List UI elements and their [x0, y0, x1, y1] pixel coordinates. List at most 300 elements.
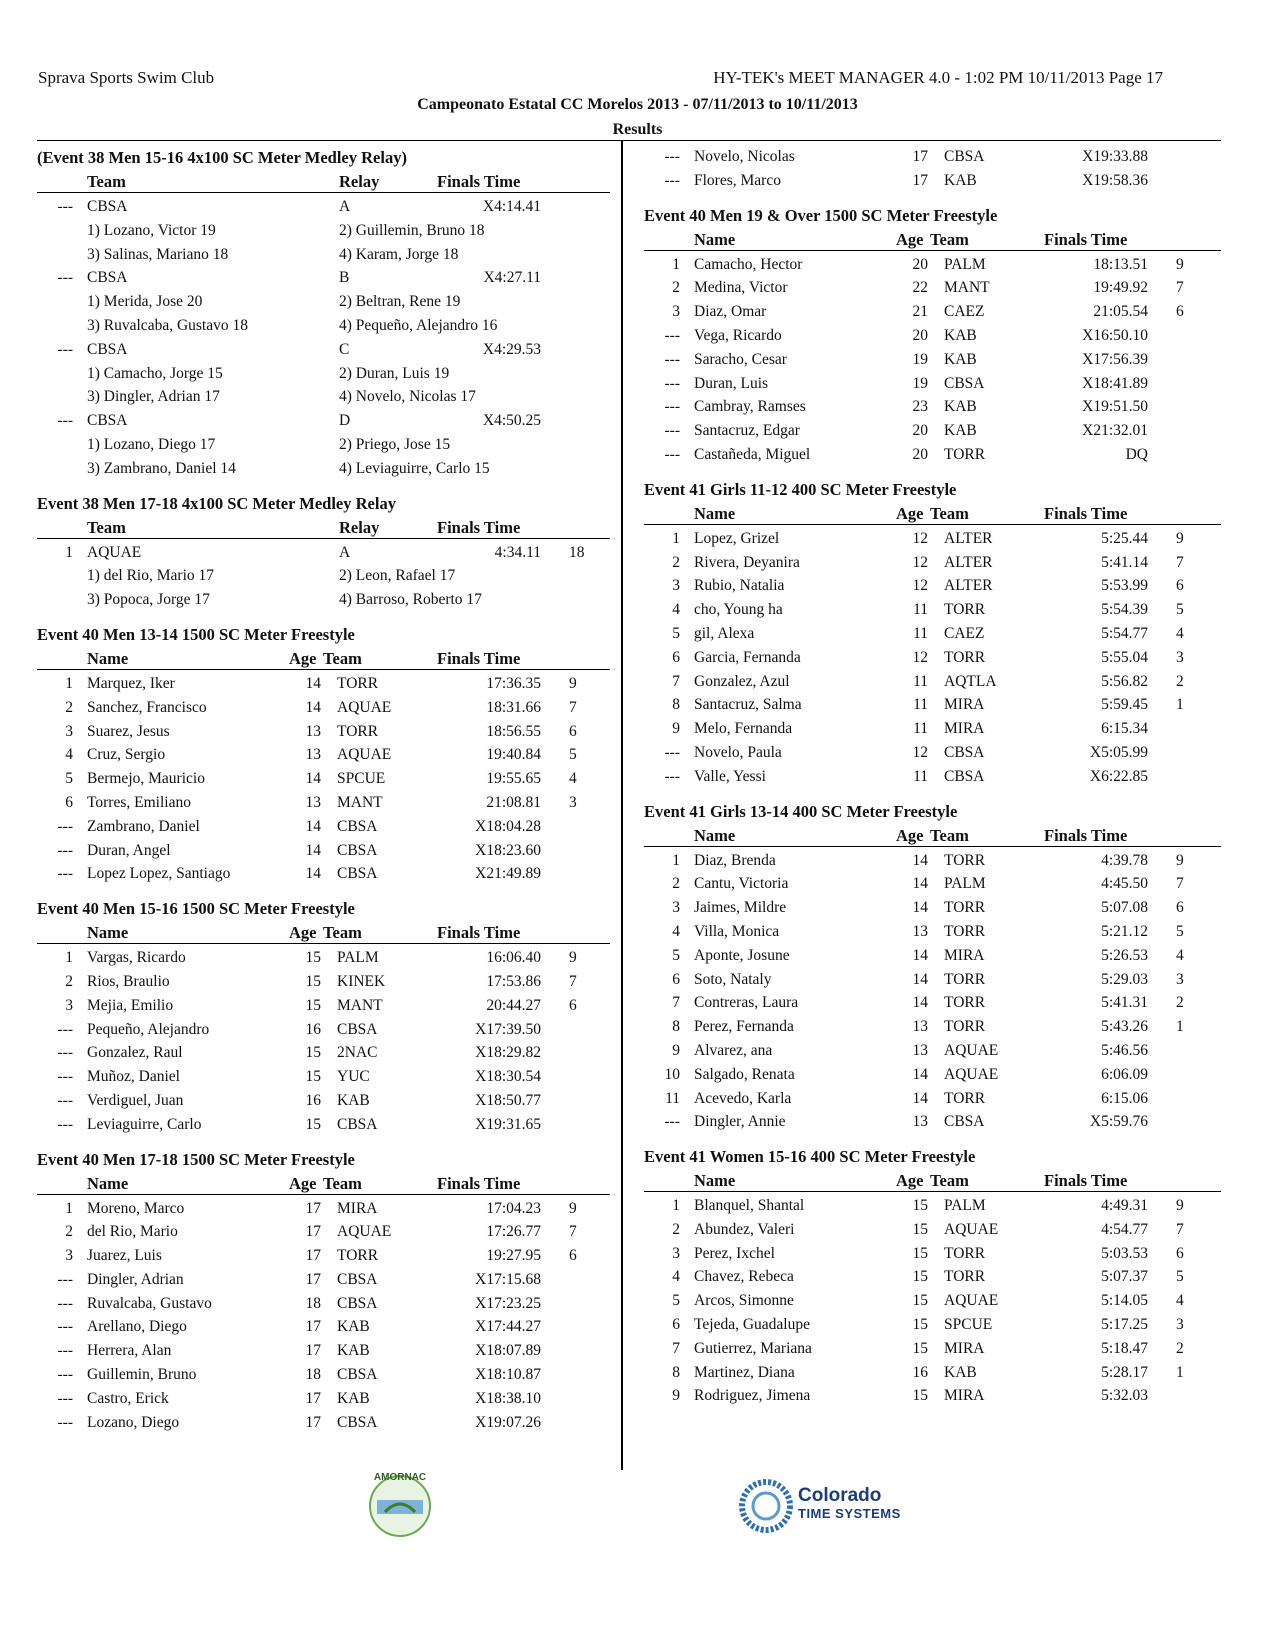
team: CBSA: [944, 148, 985, 165]
swimmer-name: Blanquel, Shantal: [694, 1197, 805, 1215]
finals-time: 5:21.12: [1101, 922, 1148, 940]
swimmer-name: Lopez, Grizel: [694, 529, 780, 547]
finals-time: 19:27.95: [486, 1247, 541, 1265]
place: ---: [57, 841, 73, 859]
place: 1: [65, 949, 73, 967]
results-list: [644, 1195, 1221, 1409]
swimmer-name: Salgado, Renata: [694, 1065, 795, 1083]
age: 17: [305, 1413, 321, 1431]
finals-time: 5:18.47: [1101, 1339, 1148, 1357]
team: CBSA: [337, 1270, 378, 1288]
finals-time: 5:07.37: [1101, 1268, 1148, 1286]
header-age: Age: [896, 503, 924, 523]
team: CBSA: [337, 1115, 378, 1133]
header-team: Team: [930, 1171, 969, 1191]
place: ---: [57, 1342, 73, 1360]
team: MIRA: [944, 696, 985, 714]
finals-time: 17:53.86: [486, 972, 541, 990]
age: 15: [912, 1387, 928, 1405]
swimmer-name: Saracho, Cesar: [694, 350, 787, 368]
swimmer-name: Chavez, Rebeca: [694, 1268, 794, 1286]
header-name: Name: [694, 825, 736, 845]
finals-time: 19:40.84: [486, 746, 541, 764]
place: 6: [672, 648, 680, 666]
team: CBSA: [944, 374, 985, 392]
individual-header: [37, 647, 610, 670]
result-row: [644, 1290, 1221, 1314]
header-time: Finals Time: [437, 517, 521, 537]
swimmer-name: Jaimes, Mildre: [694, 899, 787, 917]
team: CBSA: [337, 817, 378, 835]
age: 14: [912, 899, 928, 917]
place: ---: [664, 374, 680, 392]
place: ---: [57, 865, 73, 883]
age: 17: [305, 1247, 321, 1265]
header-club: Sprava Sports Swim Club: [38, 68, 215, 87]
team: YUC: [337, 1068, 370, 1086]
finals-time: X17:44.27: [475, 1318, 541, 1336]
individual-header: [644, 1169, 1221, 1192]
finals-time: X4:27.11: [483, 269, 541, 287]
team: 2NAC: [337, 1044, 378, 1062]
age: 13: [912, 1113, 928, 1131]
points: 3: [569, 793, 577, 811]
result-row: [644, 1243, 1221, 1267]
age: 12: [912, 743, 928, 761]
result-row: [37, 1090, 610, 1114]
event-men-17-18-1500: [37, 1148, 610, 1436]
finals-time: 5:07.08: [1101, 899, 1148, 917]
header-team: Team: [323, 648, 362, 668]
swimmer-name: Melo, Fernanda: [694, 720, 793, 738]
relay-letter: B: [339, 269, 350, 287]
team: AQUAE: [944, 1041, 999, 1059]
swimmer-name: Dingler, Annie: [694, 1113, 786, 1131]
result-row: [37, 1269, 610, 1293]
finals-time: X18:38.10: [475, 1389, 541, 1407]
place: 10: [664, 1065, 680, 1083]
result-row: [644, 897, 1221, 921]
swimmer-name: Sanchez, Francisco: [87, 698, 207, 716]
header-team: Team: [87, 517, 126, 537]
result-row: [644, 373, 1221, 397]
finals-time: X4:50.25: [482, 412, 541, 430]
team: TORR: [944, 445, 986, 463]
event-girls-13-14-400: [644, 800, 1221, 1136]
finals-time: 6:15.06: [1101, 1089, 1148, 1107]
points: 6: [569, 996, 577, 1014]
finals-time: 16:06.40: [486, 949, 541, 967]
place: ---: [664, 326, 680, 344]
place: 1: [672, 851, 680, 869]
meet-title: Campeonato Estatal CC Morelos 2013 - 07/11/2013 to 10/11/2013: [417, 96, 858, 113]
finals-time: 6:15.34: [1101, 720, 1148, 738]
age: 15: [912, 1292, 928, 1310]
finals-time: 5:54.39: [1101, 601, 1148, 619]
relay-row: [37, 410, 610, 434]
event-women-15-16-400: [644, 1145, 1221, 1409]
result-row: [37, 1042, 610, 1066]
relay-letter: A: [339, 543, 351, 561]
relay-row: [37, 267, 610, 291]
finals-time: X19:31.65: [475, 1115, 541, 1133]
result-row: [37, 1340, 610, 1364]
team: AQUAE: [944, 1292, 999, 1310]
event-title: Event 41 Women 15-16 400 SC Meter Freestyle: [644, 1147, 976, 1167]
event-title: Event 40 Men 15-16 1500 SC Meter Freestyle: [37, 899, 355, 919]
team: AQUAE: [87, 543, 142, 561]
result-row: [37, 1221, 610, 1245]
results-list: [644, 528, 1221, 790]
points: 7: [569, 972, 577, 990]
age: 15: [912, 1244, 928, 1262]
event-title: Event 41 Girls 13-14 400 SC Meter Freestyle: [644, 801, 958, 821]
relay-swimmer: 1) Merida, Jose 20: [87, 293, 203, 311]
finals-time: 4:49.31: [1101, 1197, 1148, 1215]
relay-swimmers-row: [37, 291, 610, 315]
swimmer-name: Acevedo, Karla: [694, 1089, 792, 1107]
finals-time: 18:56.55: [486, 722, 541, 740]
swimmer-name: Lopez Lopez, Santiago: [87, 865, 231, 883]
age: 14: [912, 946, 928, 964]
header-time: Finals Time: [1044, 229, 1128, 249]
swimmer-name: Gonzalez, Azul: [694, 672, 790, 690]
finals-time: X16:50.10: [1082, 326, 1148, 344]
result-row: [644, 420, 1221, 444]
time-systems-logo-text: TIME SYSTEMS: [798, 1506, 901, 1521]
swimmer-name: Marquez, Iker: [87, 674, 175, 692]
points: 7: [569, 698, 577, 716]
finals-time: X5:05.99: [1089, 743, 1148, 761]
swimmer-name: Juarez, Luis: [87, 1247, 162, 1265]
place: 2: [672, 553, 680, 571]
points: 6: [1176, 303, 1184, 321]
points: 1: [1176, 696, 1184, 714]
place: 4: [672, 922, 680, 940]
swimmer-name: Rubio, Natalia: [694, 577, 785, 595]
amornac-logo: [355, 1460, 445, 1550]
relay-letter: D: [339, 412, 351, 430]
team: CBSA: [944, 1113, 985, 1131]
finals-time: 5:29.03: [1101, 970, 1148, 988]
relay-header: [37, 516, 610, 539]
colorado-time-systems-logo: [738, 1478, 928, 1538]
points: 9: [1176, 529, 1184, 547]
age: 15: [305, 996, 321, 1014]
header-name: Name: [694, 229, 736, 249]
age: 12: [912, 553, 928, 571]
header-time: Finals Time: [437, 172, 521, 191]
age: 20: [912, 255, 928, 273]
swimmer-name: del Rio, Mario: [87, 1223, 178, 1241]
points: 9: [1176, 851, 1184, 869]
age: 13: [305, 722, 321, 740]
result-row: [37, 744, 610, 768]
team: TORR: [944, 994, 986, 1012]
team: KAB: [944, 398, 977, 416]
age: 16: [305, 1020, 321, 1038]
result-row: [37, 1293, 610, 1317]
header-time: Finals Time: [437, 648, 521, 668]
place: ---: [57, 1115, 73, 1133]
place: ---: [57, 412, 73, 430]
age: 16: [305, 1091, 321, 1109]
team: MIRA: [944, 1387, 985, 1405]
result-row: [644, 671, 1221, 695]
relay-swimmer: 1) Lozano, Victor 19: [87, 221, 216, 239]
team: TORR: [337, 1247, 379, 1265]
swimmer-name: Cantu, Victoria: [694, 875, 789, 893]
team: MIRA: [337, 1199, 378, 1217]
result-row: [37, 1388, 610, 1412]
points: 3: [1176, 1316, 1184, 1334]
points: 4: [1176, 624, 1184, 642]
result-row: [644, 1219, 1221, 1243]
result-row: [37, 768, 610, 792]
finals-time: 5:03.53: [1101, 1244, 1148, 1262]
age: 21: [912, 303, 928, 321]
right-column: [644, 146, 1221, 1409]
finals-time: 21:08.81: [486, 793, 541, 811]
finals-time: X18:04.28: [475, 817, 541, 835]
result-row: [644, 1338, 1221, 1362]
place: ---: [57, 817, 73, 835]
age: 15: [912, 1220, 928, 1238]
finals-time: 5:41.31: [1101, 994, 1148, 1012]
result-row: [644, 444, 1221, 468]
event-title: Event 41 Girls 11-12 400 SC Meter Freestyle: [644, 479, 957, 499]
finals-time: 5:17.25: [1101, 1316, 1148, 1334]
finals-time: 5:41.14: [1101, 553, 1148, 571]
header-time: Finals Time: [1044, 1171, 1128, 1191]
age: 11: [913, 696, 928, 714]
team: CBSA: [944, 743, 985, 761]
finals-time: 4:45.50: [1101, 875, 1148, 893]
place: 3: [65, 996, 73, 1014]
relay-swimmers-row: [37, 363, 610, 387]
relay-swimmer: 2) Guillemin, Bruno 18: [339, 221, 485, 239]
result-row: [37, 840, 610, 864]
result-row: [644, 1266, 1221, 1290]
place: ---: [57, 1068, 73, 1086]
team: MANT: [337, 996, 383, 1014]
points: 5: [1176, 1268, 1184, 1286]
result-row: [37, 673, 610, 697]
swimmer-name: Castro, Erick: [87, 1389, 169, 1407]
swimmer-name: Rivera, Deyanira: [694, 553, 800, 571]
relay-swimmer: 4) Barroso, Roberto 17: [339, 591, 482, 609]
team: TORR: [944, 1268, 986, 1286]
team: KAB: [944, 422, 977, 440]
swimmer-name: Vargas, Ricardo: [87, 949, 186, 967]
swimmer-name: Medina, Victor: [694, 279, 788, 297]
finals-time: 18:31.66: [486, 698, 541, 716]
place: ---: [57, 1413, 73, 1431]
finals-time: DQ: [1125, 445, 1148, 463]
result-row: [37, 863, 610, 887]
relay-swimmers-row: [37, 434, 610, 458]
team: CBSA: [87, 198, 128, 215]
swimmer-name: Verdiguel, Juan: [87, 1091, 184, 1109]
swimmer-name: Arcos, Simonne: [694, 1292, 794, 1310]
team: KINEK: [337, 972, 386, 990]
finals-time: 17:36.35: [486, 674, 541, 692]
finals-time: X18:10.87: [475, 1366, 541, 1384]
age: 12: [912, 529, 928, 547]
swimmer-name: Arellano, Diego: [87, 1318, 187, 1336]
header-name: Name: [694, 1171, 736, 1191]
team: ALTER: [944, 577, 993, 595]
result-row: [644, 1195, 1221, 1219]
age: 17: [305, 1199, 321, 1217]
relay-swimmers-row: [37, 244, 610, 268]
result-row: [37, 1066, 610, 1090]
age: 23: [912, 398, 928, 416]
place: ---: [57, 1091, 73, 1109]
age: 14: [912, 851, 928, 869]
place: ---: [664, 422, 680, 440]
finals-time: 17:26.77: [486, 1223, 541, 1241]
finals-time: 5:53.99: [1101, 577, 1148, 595]
age: 12: [912, 577, 928, 595]
swimmer-name: Duran, Luis: [694, 374, 769, 392]
team: TORR: [337, 722, 379, 740]
relay-swimmer: 4) Pequeño, Alejandro 16: [339, 316, 498, 334]
result-row: [644, 969, 1221, 993]
results-list: [644, 254, 1221, 468]
result-row: [644, 1016, 1221, 1040]
relay-swimmer: 3) Popoca, Jorge 17: [87, 591, 210, 609]
team: KAB: [337, 1318, 370, 1336]
finals-time: X4:14.41: [482, 198, 541, 215]
relay-swimmer: 4) Leviaguirre, Carlo 15: [339, 459, 490, 477]
result-row: [37, 1198, 610, 1222]
swimmer-name: Villa, Monica: [694, 922, 780, 940]
result-row: [644, 552, 1221, 576]
finals-time: X19:51.50: [1082, 398, 1148, 416]
event-title: Event 40 Men 17-18 1500 SC Meter Freestyle: [37, 1149, 355, 1169]
result-row: [644, 146, 1221, 170]
team: TORR: [944, 1089, 986, 1107]
header-time: Finals Time: [1044, 825, 1128, 845]
finals-time: 5:56.82: [1101, 672, 1148, 690]
relay-swimmers-row: [37, 220, 610, 244]
age: 14: [912, 994, 928, 1012]
relay-swimmer: 2) Leon, Rafael 17: [339, 567, 456, 585]
age: 19: [912, 350, 928, 368]
results-subtitle: Results: [612, 121, 663, 138]
place: 9: [672, 720, 680, 738]
result-row: [37, 995, 610, 1019]
header-name: Name: [87, 1173, 129, 1193]
age: 15: [912, 1339, 928, 1357]
relay-swimmer: 2) Beltran, Rene 19: [339, 293, 461, 311]
finals-time: 4:39.78: [1101, 851, 1148, 869]
relay-swimmer: 1) Lozano, Diego 17: [87, 435, 216, 453]
place: 7: [672, 672, 680, 690]
points: 6: [1176, 577, 1184, 595]
place: ---: [664, 148, 680, 165]
place: 1: [65, 674, 73, 692]
age: 15: [305, 1044, 321, 1062]
age: 11: [913, 672, 928, 690]
finals-time: X19:07.26: [475, 1413, 541, 1431]
place: 5: [672, 1292, 680, 1310]
points: 7: [569, 1223, 577, 1241]
points: 3: [1176, 648, 1184, 666]
individual-header: [37, 921, 610, 944]
team: CAEZ: [944, 624, 985, 642]
age: 14: [305, 865, 321, 883]
age: 13: [912, 1041, 928, 1059]
amornac-logo-text: AMORNAC: [373, 1472, 427, 1483]
relay-swimmers-row: [37, 589, 610, 613]
team: SPCUE: [337, 770, 386, 788]
place: 8: [672, 696, 680, 714]
swimmer-name: Contreras, Laura: [694, 994, 799, 1012]
swimmer-name: Gonzalez, Raul: [87, 1044, 183, 1062]
result-row: [644, 254, 1221, 278]
finals-time: X17:56.39: [1082, 350, 1148, 368]
swimmer-name: Suarez, Jesus: [87, 722, 170, 740]
age: 17: [305, 1270, 321, 1288]
team: TORR: [944, 601, 986, 619]
place: ---: [57, 1366, 73, 1384]
header-name: Name: [87, 923, 129, 943]
place: 1: [672, 529, 680, 547]
team: CBSA: [87, 340, 128, 358]
swimmer-name: Santacruz, Edgar: [694, 422, 800, 440]
swimmer-name: gil, Alexa: [694, 624, 755, 642]
age: 20: [912, 422, 928, 440]
place: 9: [672, 1041, 680, 1059]
points: 9: [1176, 255, 1184, 273]
team: CBSA: [337, 1294, 378, 1312]
team: MANT: [337, 793, 383, 811]
header-team: Team: [323, 923, 362, 943]
finals-time: 19:49.92: [1093, 279, 1148, 297]
points: 4: [1176, 946, 1184, 964]
swimmer-name: Zambrano, Daniel: [87, 817, 200, 835]
header-age: Age: [896, 825, 924, 845]
points: 9: [1176, 1197, 1184, 1215]
finals-time: X18:41.89: [1082, 374, 1148, 392]
age: 13: [305, 793, 321, 811]
header-name: Name: [87, 648, 129, 668]
results-list: [37, 1198, 610, 1436]
colorado-logo-text: Colorado: [798, 1485, 882, 1506]
age: 15: [305, 1068, 321, 1086]
place: 2: [672, 1220, 680, 1238]
result-row: [644, 599, 1221, 623]
place: 8: [672, 1018, 680, 1036]
event-men-15-16-1500: [37, 897, 610, 1137]
age: 14: [912, 875, 928, 893]
team: TORR: [944, 899, 986, 917]
place: 8: [672, 1363, 680, 1381]
age: 14: [305, 674, 321, 692]
place: 5: [672, 946, 680, 964]
team: CBSA: [337, 1413, 378, 1431]
event-men-19-over-1500: [644, 204, 1221, 468]
team: PALM: [944, 875, 986, 893]
swimmer-name: Leviaguirre, Carlo: [87, 1115, 202, 1133]
age: 11: [913, 624, 928, 642]
team: TORR: [337, 674, 379, 692]
result-row: [644, 170, 1221, 194]
result-row: [644, 528, 1221, 552]
points: 5: [569, 746, 577, 764]
